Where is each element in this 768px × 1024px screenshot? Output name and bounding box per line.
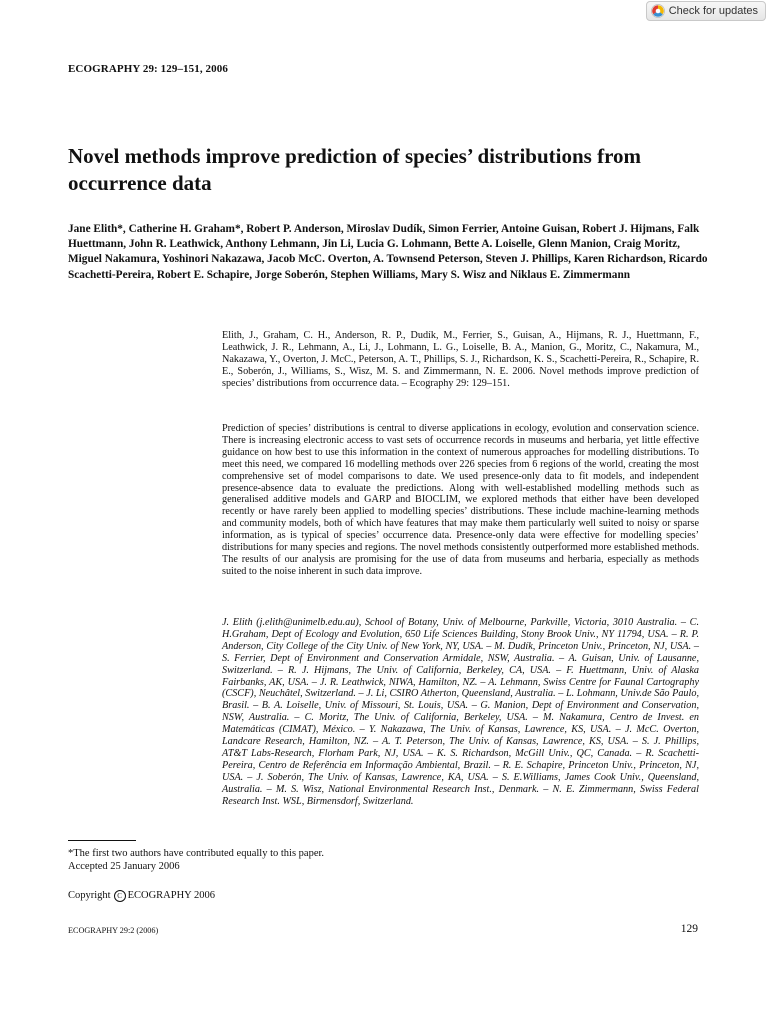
footnotes: [68, 848, 324, 873]
article-title: Novel methods improve prediction of species’ distributions from occurrence data: [68, 144, 642, 195]
accepted-date: Accepted 25 January 2006: [68, 860, 180, 872]
page-number: 129: [680, 923, 698, 935]
copyright-prefix: Copyright: [68, 890, 111, 901]
crossmark-icon: [651, 4, 665, 18]
author-list: Jane Elith*, Catherine H. Graham*, Robert P. Anderson, Miroslav Dudík, Simon Ferrier, Antoine Guisan, Robert J. Hijmans, Falk Huettmann, John R. Leathwick, Anthony Lehmann, Jin Li, Lucia G. Lohmann, Bette A. Loiselle, Glenn Manion, Craig Moritz, Miguel Nakamura, Yoshinori Nakazawa, Jacob McC. Overton, A. Townsend Peterson, Steven J. Phillips, Karen Richardson, Ricardo Scachetti-Pereira, Robert E. Schapire, Jorge Soberón, Stephen Williams, Mary S. Wisz and Niklaus E. Zimmermann: [68, 223, 708, 281]
journal-citation-header: ECOGRAPHY 29: 129–151, 2006: [68, 63, 228, 75]
copyright-symbol: C: [114, 890, 126, 902]
copyright-holder: ECOGRAPHY 2006: [127, 890, 216, 901]
abstract-paragraph: Prediction of species’ distributions is central to diverse applications in ecology, evolution and conservation science. There is increasing electronic access to vast sets of occurrence records in museums and herbaria, yet little effective guidance on how best to use this information in the context of numerous approaches for modelling distributions. To meet this need, we compared 16 modelling methods over 226 species from 6 regions of the world, creating the most comprehensive set of model comparisons to date. We used presence-only data to fit models, and independent presence-absence data to evaluate the predictions. Along with well-established modelling methods such as generalised additive models and GARP and BIOCLIM, we explored methods that either have been developed recently or have rarely been applied to modelling species’ distributions. These include machine-learning methods and community models, both of which have features that may make them particularly well suited to noisy or sparse information, as is typical of species’ occurrence data. Presence-only data were effective for modelling species’ distributions for many species and regions. The novel methods consistently outperformed more established methods. The results of our analysis are promising for the use of data from museums and herbaria, especially as methods suited to the noise inherent in such data improve.: [222, 423, 699, 577]
check-for-updates-button[interactable]: [646, 1, 766, 21]
equal-contribution-note: *The first two authors have contributed equally to this paper.: [68, 848, 325, 859]
affiliations-paragraph: J. Elith (j.elith@unimelb.edu.au), School of Botany, Univ. of Melbourne, Parkville, Victoria, 3010 Australia. – C. H.Graham, Dept of Ecology and Evolution, 650 Life Sciences Building, Stony Brook Univ., NY 11794, USA. – R. P. Anderson, City College of the City Univ. of New York, NY, USA. – M. Dudík, Princeton Univ., Princeton, NJ, USA. – S. Ferrier, Dept of Environment and Conservation Armidale, NSW, Australia. – A. Guisan, Univ. of Lausanne, Switzerland. – R. J. Hijmans, The Univ. of California, Berkeley, CA, USA. – F. Huettmann, Univ. of Alaska Fairbanks, AK, USA. – J. R. Leathwick, NIWA, Hamilton, NZ. – A. Lehmann, Swiss Centre for Faunal Cartography (CSCF), Neuchâtel, Switzerland. – J. Li, CSIRO Atherton, Queensland, Australia. – L. Lohmann, Univ.de São Paulo, Brasil. – B. A. Loiselle, Univ. of Missouri, St. Louis, USA. – G. Manion, Dept of Environment and Conservation, NSW, Australia. – C. Moritz, The Univ. of California, Berkeley, USA. – M. Nakamura, Centro de Invest. en Matemáticas (CIMAT), México. – Y. Nakazawa, The Univ. of Kansas, Lawrence, KS, USA. – J. McC. Overton, Landcare Research, Hamilton, NZ. – A. T. Peterson, The Univ. of Kansas, Lawrence, KS, USA. – S. J. Phillips, AT&T Labs-Research, Florham Park, NJ, USA. – K. S. Richardson, McGill Univ., QC, Canada. – R. Scachetti-Pereira, Centro de Referência em Informação Ambiental, Brazil. – R. E. Schapire, Princeton Univ., Princeton, NJ, USA. – J. Soberón, The Univ. of Kansas, Lawrence, KA, USA. – S. E.Williams, James Cook Univ., Queensland, Australia. – M. S. Wisz, National Environmental Research Inst., Denmark. – N. E. Zimmermann, Swiss Federal Research Inst. WSL, Birmensdorf, Switzerland.: [222, 617, 699, 807]
footnote-divider: [68, 840, 136, 841]
footer-journal-issue: ECOGRAPHY 29:2 (2006): [68, 926, 159, 935]
check-for-updates-label: Check for updates: [668, 5, 758, 17]
citation-paragraph: Elith, J., Graham, C. H., Anderson, R. P., Dudík, M., Ferrier, S., Guisan, A., Hijmans, R. J., Huettmann, F., Leathwick, J. R., Lehmann, A., Li, J., Lohmann, L. G., Loiselle, B. A., Manion, G., Moritz, C., Nakamura, M., Nakazawa, Y., Overton, J. McC., Peterson, A. T., Phillips, S. J., Richardson, K. S., Scachetti-Pereira, R., Schapire, R. E., Soberón, J., Williams, S., Wisz, M. S. and Zimmermann, N. E. 2006. Novel methods improve prediction of species’ distributions from occurrence data. – Ecography 29: 129–151.: [222, 330, 699, 389]
copyright-line: [68, 890, 215, 902]
